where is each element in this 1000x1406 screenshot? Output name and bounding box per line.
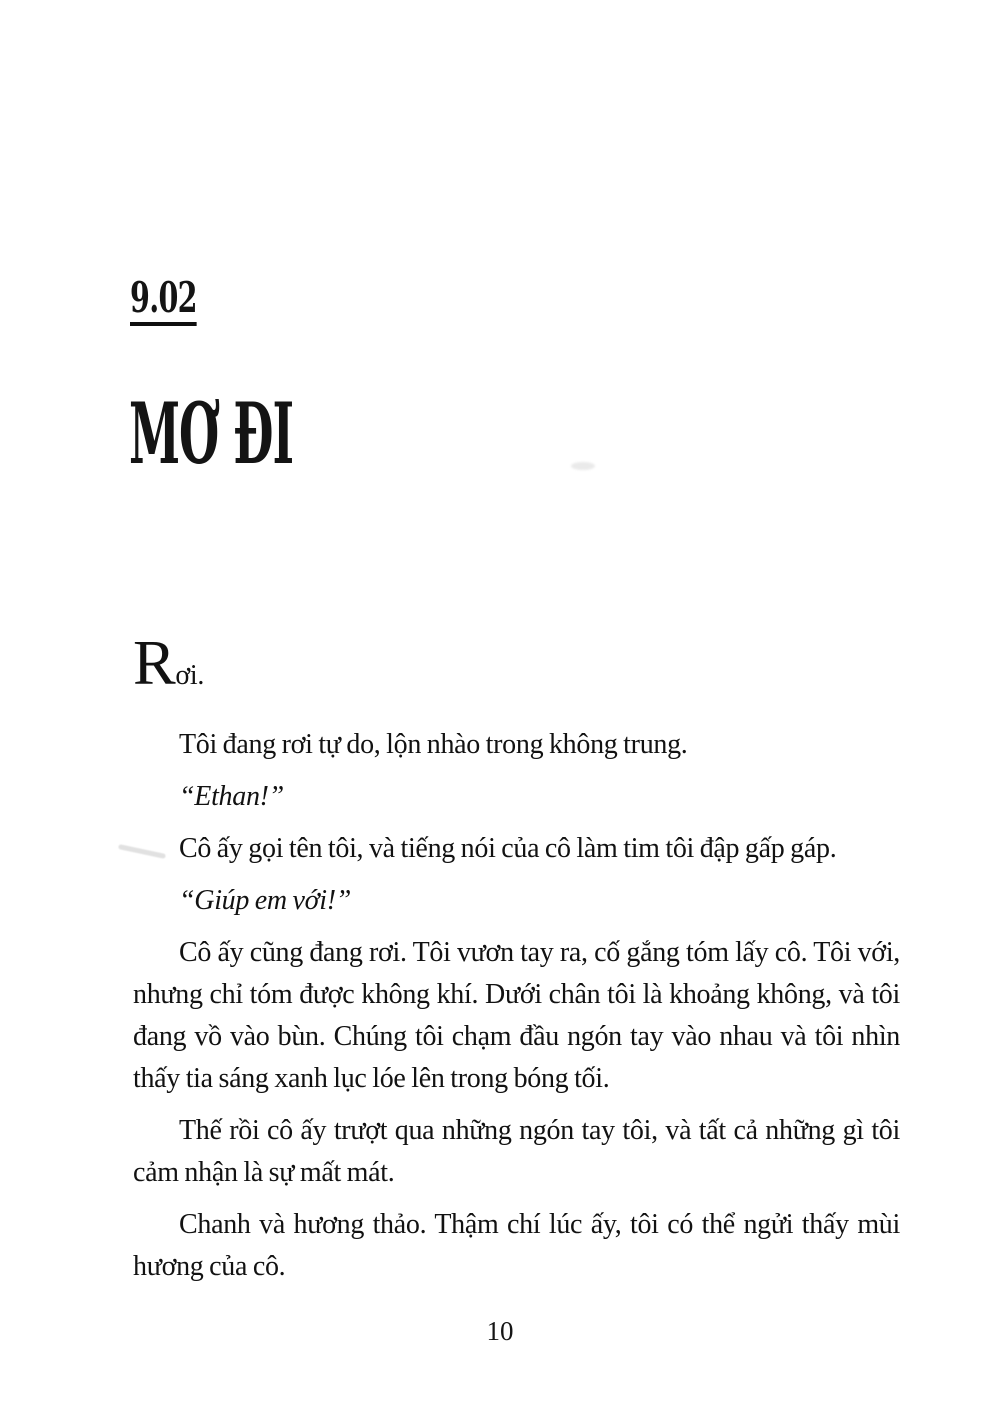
dropcap: R xyxy=(133,627,176,698)
opening-paragraph xyxy=(133,627,900,708)
body-text xyxy=(133,627,900,1298)
paragraph: Tôi đang rơi tự do, lộn nhào trong không trung. xyxy=(179,729,688,760)
opening-rest: ơi. xyxy=(175,660,205,691)
scan-smudge xyxy=(571,462,595,470)
chapter-title: MƠ ĐI xyxy=(129,384,293,483)
paragraph: Cô ấy gọi tên tôi, và tiếng nói của cô làm tim tôi đập gấp gáp. xyxy=(179,833,837,864)
paragraph: Thế rồi cô ấy trượt qua những ngón tay tôi, và tất cả những gì tôi cảm nhận là sự mất mát. xyxy=(133,1115,900,1188)
paragraph-dialogue: “Giúp em với!” xyxy=(179,885,352,916)
paragraph: Cô ấy cũng đang rơi. Tôi vươn tay ra, cố gắng tóm lấy cô. Tôi với, nhưng chỉ tóm được không khí. Dưới chân tôi là khoảng không, và tôi đang vồ vào bùn. Chúng tôi chạm đầu ngón tay vào nhau và tôi nhìn thấy tia sáng xanh lục lóe lên trong bóng tối. xyxy=(133,937,900,1094)
paragraph: Chanh và hương thảo. Thậm chí lúc ấy, tôi có thể ngửi thấy mùi hương của cô. xyxy=(133,1209,900,1282)
chapter-number: 9.02 xyxy=(130,277,197,326)
page-number: 10 xyxy=(486,1316,514,1346)
paragraph-dialogue: “Ethan!” xyxy=(179,781,284,812)
